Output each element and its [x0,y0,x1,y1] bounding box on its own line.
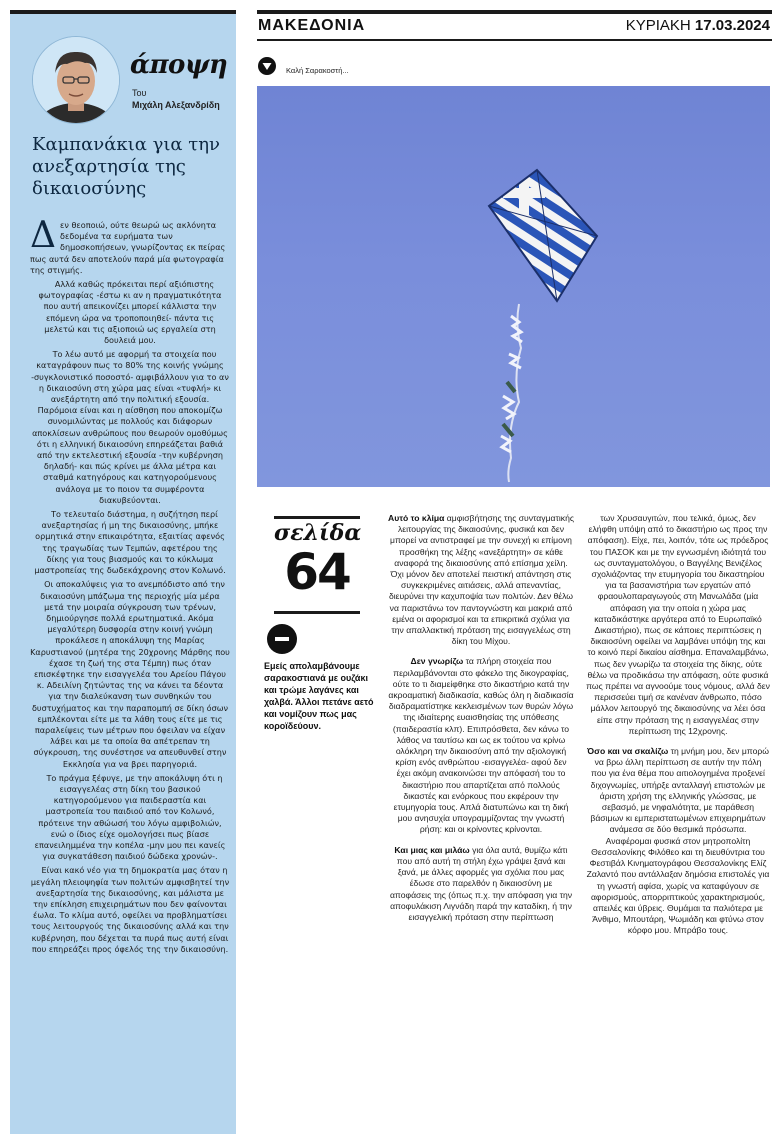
byline-prefix: Του [132,88,147,98]
opinion-paragraph: Το πράγμα ξέφυγε, με την αποκάλυψη ότι η εισαγγελέας στη δίκη του βασικού κατηγορούμενου για παιδεραστία και μαστροπεία του παιδιού από τον Κολωνό, πρότεινε την αθώωσή του λόγω αμφιβολιών, ενώ ο ίδιος είχε ομολογήσει πως βίασε επανειλημμένα την κοπέλα -μην μου πει κανείς για συγκατάθεση παιδιού δώδεκα χρονών-. [34,772,226,862]
page-label: σελίδα [274,520,362,546]
opinion-paragraph: Αλλά καθώς πρόκειται περί αξιόπιστης φωτογραφίας -έστω κι αν η πραγματικότητα που αυτή απεικονίζει μπορεί κάλλιστα την επόμενη ώρα να τροποποιηθεί- πάντα τις μελετώ και τις αξιοποιώ ως εργαλεία στη δουλειά μου. [38,279,222,346]
page-number: 64 [284,543,350,601]
opinion-sidebar [10,10,236,1134]
minus-circle-icon [266,623,298,655]
opinion-body [30,215,230,958]
author-name: Μιχάλη Αλεξανδρίδη [132,100,220,110]
column-paragraph: Όσο και να σκαλίζω τη μνήμη μου, δεν μπορώ να βρω άλλη περίπτωση σε αυτήν την πόλη που για ένα θέμα που αιτιολογημένα προξενεί διχογνωμίες, υπήρξε ανταλλαγή επιστολών με άριστη χρήση της ελληνικής γλώσσας, με σεβασμό, με νηφαλιότητα, με παράθεση βάσιμων κι εμπεριστατωμένων επιχειρημάτων ανάμεσα σε δύο θεσμικά πρόσωπα. Αναφέρομαι φυσικά στον μητροπολίτη Θεσσαλονίκης Φιλόθεο και τη διευθύντρια του Φεστιβάλ Κινηματογράφου Θεσσαλονίκης Ελίζ Ζαλαντό που αντάλλαξαν δημόσια επιστολές για τη γνωστή αφίσα, χωρίς να καταφύγουν σε αφορισμούς, απορριπτικούς χαρακτηρισμούς, απειλές και ύβρεις. Θυμάμαι τα παλιότερα με Άνθιμο, Μπουτάρη, Ψωμιάδη και φτύνω στον κόρφο μου. Μπράβο τους. [586,746,770,936]
author-portrait-icon [33,37,119,123]
column-paragraph: των Χρυσαυγιτών, που τελικά, όμως, δεν ελήφθη υπόψη από το δικαστήριο ως προς την απόφαση). Είχε, πει, λοιπόν, τότε ως πρόεδρος του ΠΑΣΟΚ και με την εγνωσμένη ιδιότητά του ως συνταγματολόγου, ο Βαγγέλης Βενιζέλος σχολιάζοντας την ετυμηγορία του δικαστηρίου για τα βασανιστήρια των εργατών από φραουλοπαραγωγούς στη Μανωλάδα (μία απόφαση για την οποία η χώρα μας καταδικάστηκε αργότερα από το Ευρωπαϊκό Δικαστήριο), πως σε κάποιες περιπτώσεις η δικαιοσύνη οφείλει να λαμβάνει υπόψη της και το κοινό περί δικαίου αίσθημα. Επαναλαμβάνω, πως δεν γνωρίζω τα στοιχεία της δίκης, ούτε θέλω να προδικάσω την απόφαση, ούτε φυσικά πως πρέπει να αγνοούμε τους νόμους, αλλά δεν περισσεύει τιμή σε κανέναν άνθρωπο, πόσο μάλλον λειτουργό της δικαιοσύνης να λέει όσα είπε στην πρόταση της η εισαγγελέας στην περίπτωση της 12χρονης. [586,513,770,736]
header-top-rule [257,10,772,14]
opinion-paragraph: Το λέω αυτό με αφορμή τα στοιχεία που καταγράφουν πως το 80% της κοινής γνώμης -συγκλονιστικό ποσοστό- αμφιβάλλουν για το αν η δικαιοσύνη στη χώρα μας είναι «τυφλή» κι ανεξάρτητη από την πολιτική εξουσία. Παρόμοια είναι και η αίσθηση που αποκομίζω συνομιλώντας με πολλούς και διάφορων αποκλίσεων ανθρώπους που θεωρούν ομοθύμως ότι η ελληνική δικαιοσύνη επηρεάζεται βαθιά από την εκτελεστική εξουσία -την κυβέρνηση δηλαδή- και πώς κρίνει με άλλα μέτρα και σταθμά κατηγόρους και κατηγορούμενους ανάλογα με το ποιον τα συμφέροντα διακυβεύονται. [31,349,229,505]
opinion-paragraph: Δεν θεοποιώ, ούτε θεωρώ ως ακλόνητα δεδομένα τα ευρήματα των δημοσκοπήσεων, γνωρίζοντας εκ πείρας πως αυτά δεν αποτελούν παρά μία φωτογραφία της στιγμής. [30,215,226,275]
side-note: Εμείς απολαμβάνουμε σαρακοστιανά με ουζάκι και τρώμε λαγάνες και χαλβά. Άλλοι πετάνε αετό και νομίζουν πως μας κοροϊδεύουν. [264,661,374,731]
newspaper-name: ΜΑΚΕΔΟΝΙΑ [258,17,366,34]
drop-cap: Δ [30,215,56,256]
column-right [586,513,770,946]
greek-flag-kite-icon [257,86,770,487]
photo-caption: Καλή Σαρακοστή... [286,66,349,75]
issue-date: ΚΥΡΙΑΚΗ 17.03.2024 [625,17,770,34]
section-label: άποψη [130,50,228,80]
sidebar-top-rule [10,10,236,14]
column-middle [388,513,574,932]
column-paragraph: Και μιας και μιλάω για όλα αυτά, θυμίζω κάτι που από αυτή τη στήλη έχω γράψει ξανά και ξανά, με άλλες αφορμές για σχόλια που μας έδωσε στο παρελθόν η δικαιοσύνη με αποφάσεις της (όπως π.χ. την απόφαση για την αποφυλάκιση Λιγνάδη παρά την καταδίκη, ή την εισαγγελική πρόταση στην περίπτωση [389,844,573,922]
opinion-title: Καμπανάκια για την ανεξαρτησία της δικαιοσύνης [32,134,220,199]
opinion-paragraph: Το τελευταίο διάστημα, η συζήτηση περί ανεξαρτησίας ή μη της δικαιοσύνης, μπήκε ορμητικά στην επικαιρότητα, εξαιτίας αφενός της τραγωδίας των Τεμπών, αφετέρου της δίκης για τους βιασμούς και το κύκλωμα μαστροπείας της δωδεκάχρονης στον Κολωνό. [34,509,226,576]
down-triangle-icon [258,57,276,75]
column-paragraph: Αυτό το κλίμα αμφισβήτησης της συνταγματικής λειτουργίας της δικαιοσύνης, φυσικά και δεν μπορεί να αντιστραφεί με την συνεχή κι επίμονη προσθήκη της λέξης «ανεξάρτητη» σε κάθε αναφορά της δικαιοσύνης από επίσημα χείλη. Όχι μόνον δεν αποτελεί πειστική απάντηση στις συγκεκριμένες αιτιάσεις, αλλά απεναντίας, διευρύνει την καχυποψία των πολιτών. Δεν θέλω να παριστάνω τον παντογνώστη και μακριά από εμένα οι αφορισμοί και τα επικριτικά σχόλια για την απαλλακτική πρόταση της εισαγγελέως στη δίκη του Μίχου. [388,513,575,647]
author-avatar [32,36,120,124]
column-paragraph: Δεν γνωρίζω τα πλήρη στοιχεία που περιλαμβάνονται στο φάκελο της δικογραφίας, ούτε το τι διαμείφθηκε στο δικαστήριο κατά την ακροαματική διαδικασία, καθώς όλη η διαδικασία διαδραματίστηκε κεκλεισμένων των θυρών λόγω της ιδιαίτερης ευαισθησίας της υπόθεσης (παιδεραστία κλπ). Επιπρόσθετα, δεν κάνω το λάθος να ταυτίσω και ως εκ τούτου να κρίνω ολόκληρη την δικαιοσύνη από την αξιολογική κρίση ενός ανθρώπου -εισαγγελέα- αφού δεν έχει ακόμη ανακοινώσει την απόφασή του το δικαστήριο που απαρτίζεται από πολλούς δικαστές και ενόρκους που εκφέρουν την ετυμηγορία τους. Απλά διατυπώνω και τη δική μου ανησυχία υπογραμμίζοντας την γνωστή ρήση: και οι κρίνοντες κρίνονται. [388,656,574,835]
opinion-paragraph: Είναι κακό νέο για τη δημοκρατία μας όταν η μεγάλη πλειοψηφία των πολιτών αμφισβητεί την ανεξαρτησία της δικαιοσύνης, και μάλιστα με την επίκληση επιχειρημάτων που δεν φαίνονται έωλα. Το κλίμα αυτό, οφείλει να προβληματίσει τους λειτουργούς της δικαιοσύνης αλλά και την κυβέρνηση, που δέχεται τα πυρά πως αυτή είναι που επηρεάζει προς όφελός της την δικαιοσύνη. [30,865,230,954]
header-bottom-rule [257,39,772,41]
opinion-paragraph: Οι αποκαλύψεις για το ανεμπόδιστο από την δικαιοσύνη μπάζωμα της περιοχής μία μέρα μετά την μοιραία σύγκρουση των τρένων, δημιούργησε πολλά ερωτηματικά. Ακόμα μεγαλύτερη δυσφορία στην κοινή γνώμη προκάλεσε η αποκάλυψη της Μαρίας Καρυστιανού (μητέρα της 20χρονης Μάρθης που έχασε τη ζωή της στα Τέμπη) πως όταν επισκέφτηκε την εισαγγελέα του Αρείου Πάγου κ. Αδειλίνη ζητώντας της να κάνει τα δέοντα για την διαλεύκανση των συνθηκών του δυστυχήματος και την παραπομπή σε δίκη όσων εμπλέκονται είτε με τα λάθη τους είτε με τις παραλείψεις των μέτρων που όφειλαν να είχαν λάβει και με τα οποία θα απέτρεπαν τη σύγκρουση, της συνέστησε να απευθυνθεί στην Εκκλησία για να βρει παρηγοριά. [30,579,230,769]
kite-photo [257,86,770,487]
